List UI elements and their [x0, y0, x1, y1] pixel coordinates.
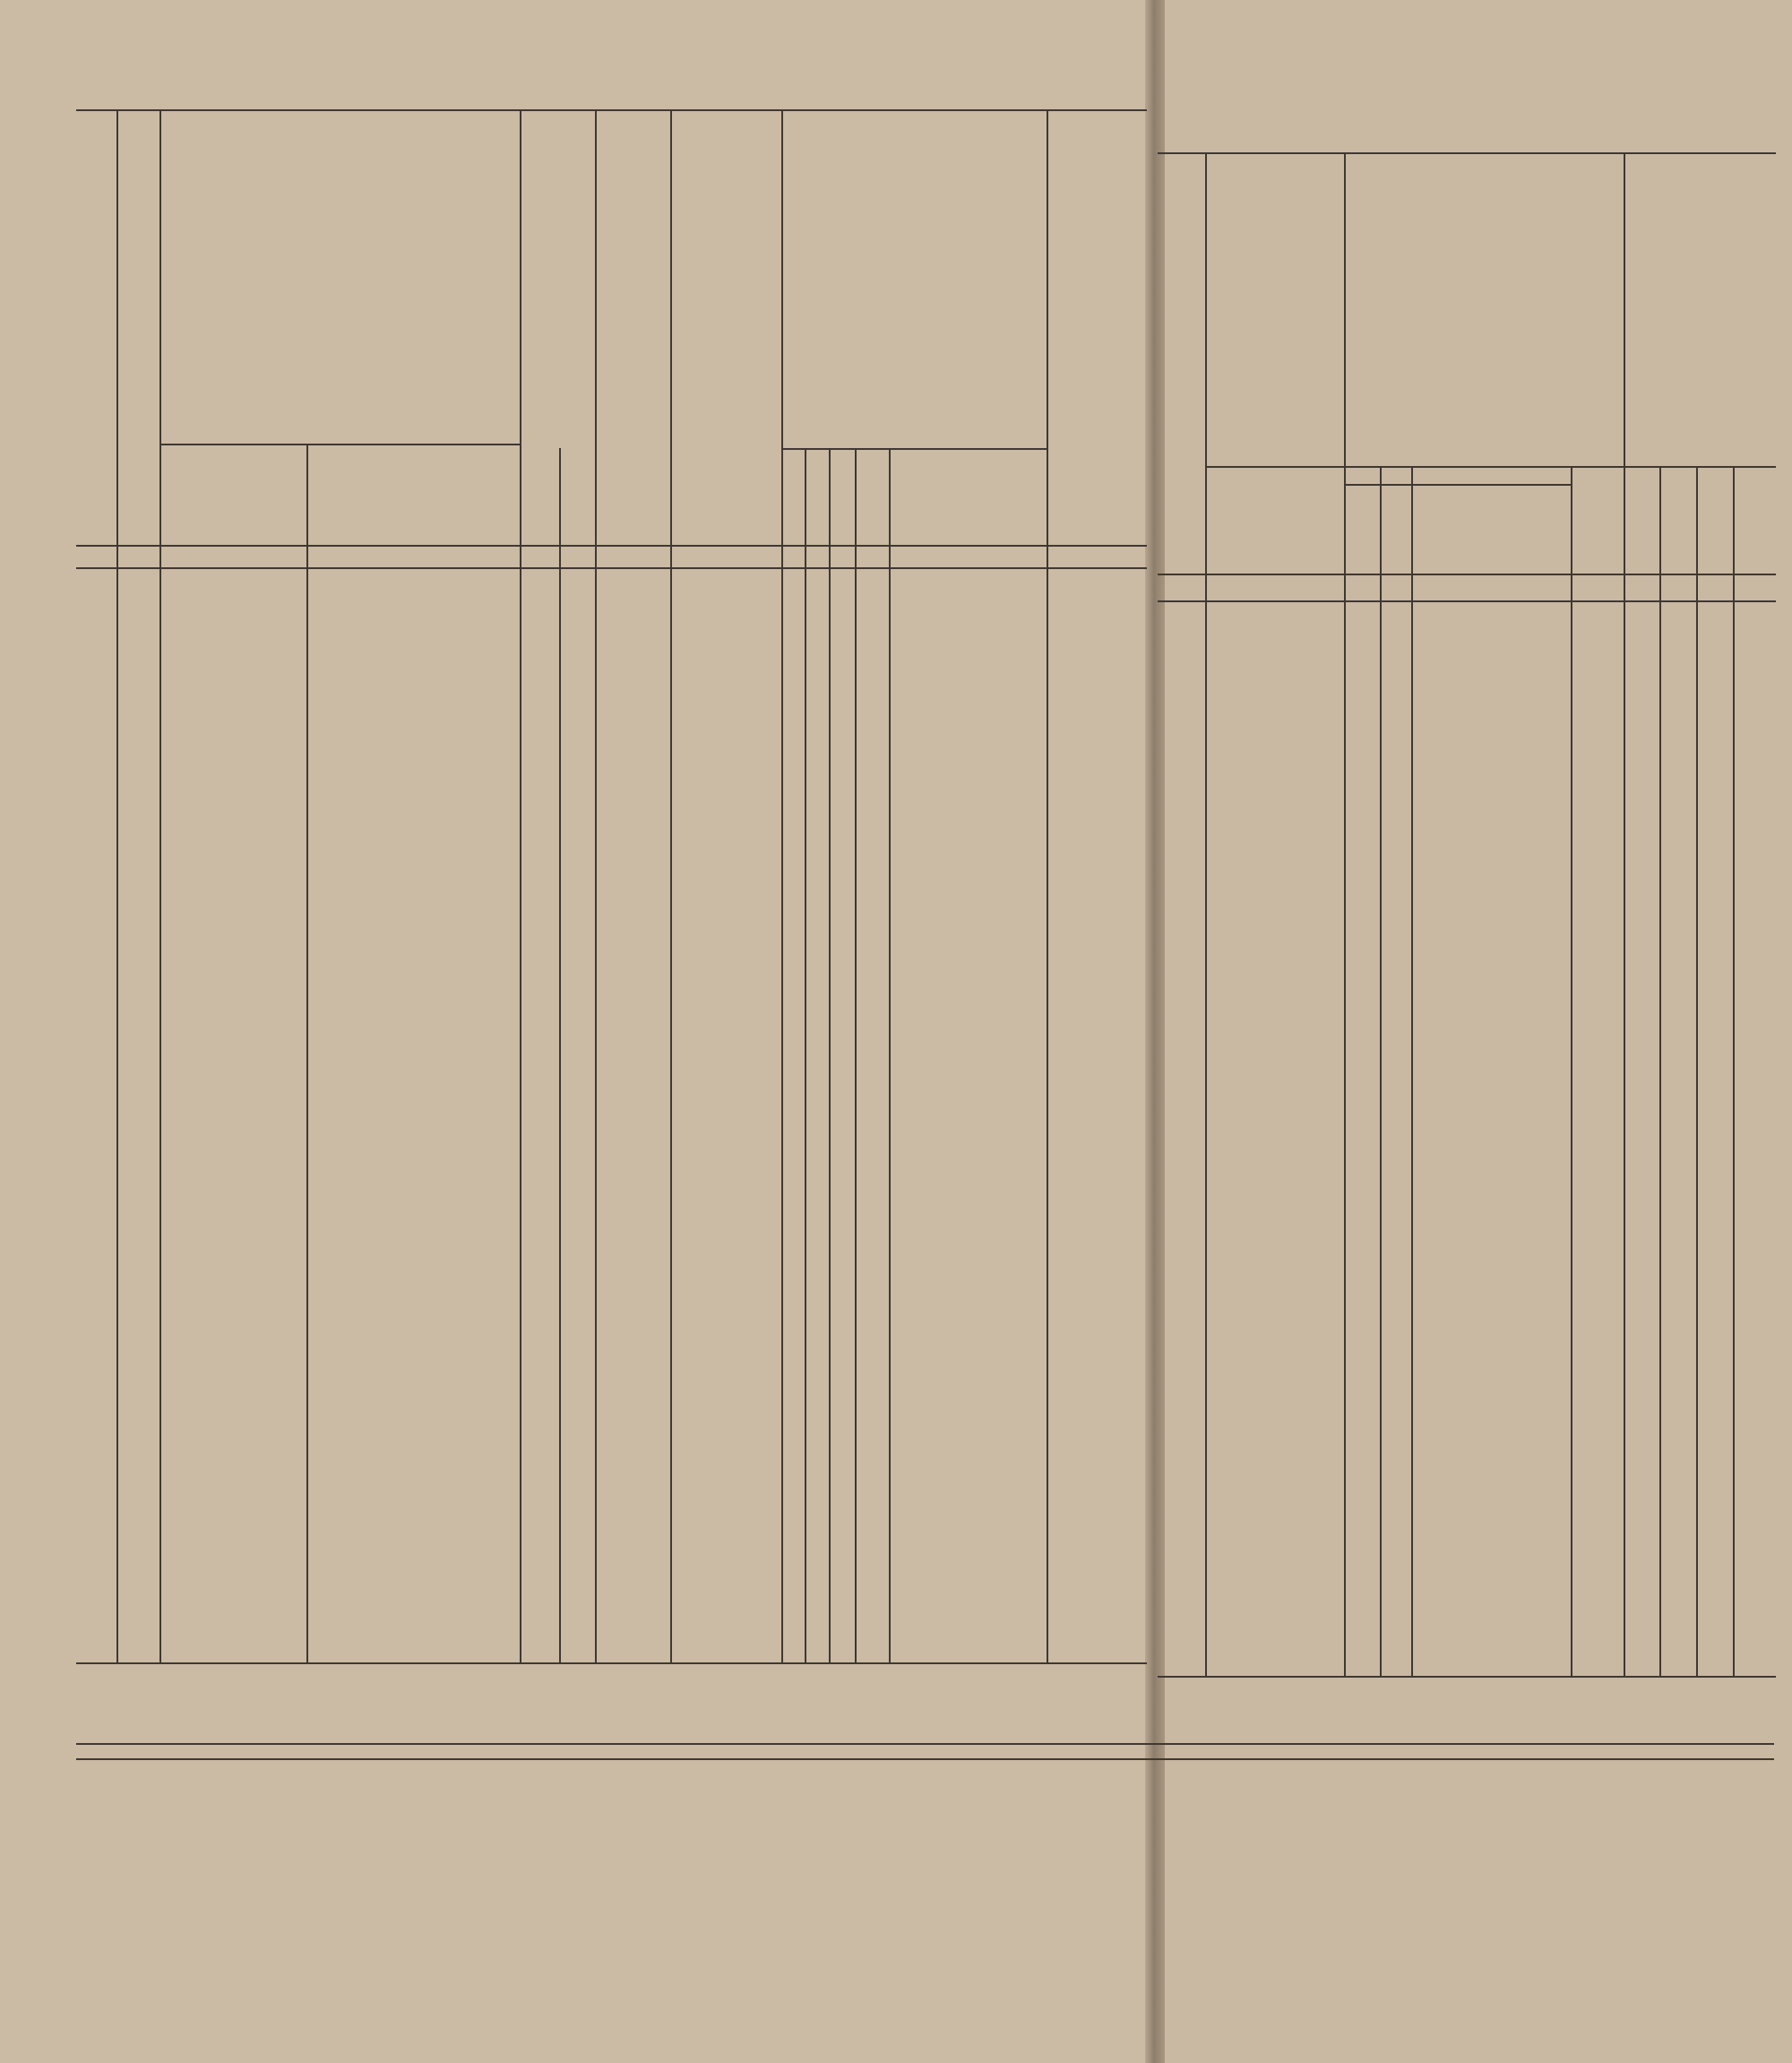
book-gutter	[1145, 0, 1165, 2063]
